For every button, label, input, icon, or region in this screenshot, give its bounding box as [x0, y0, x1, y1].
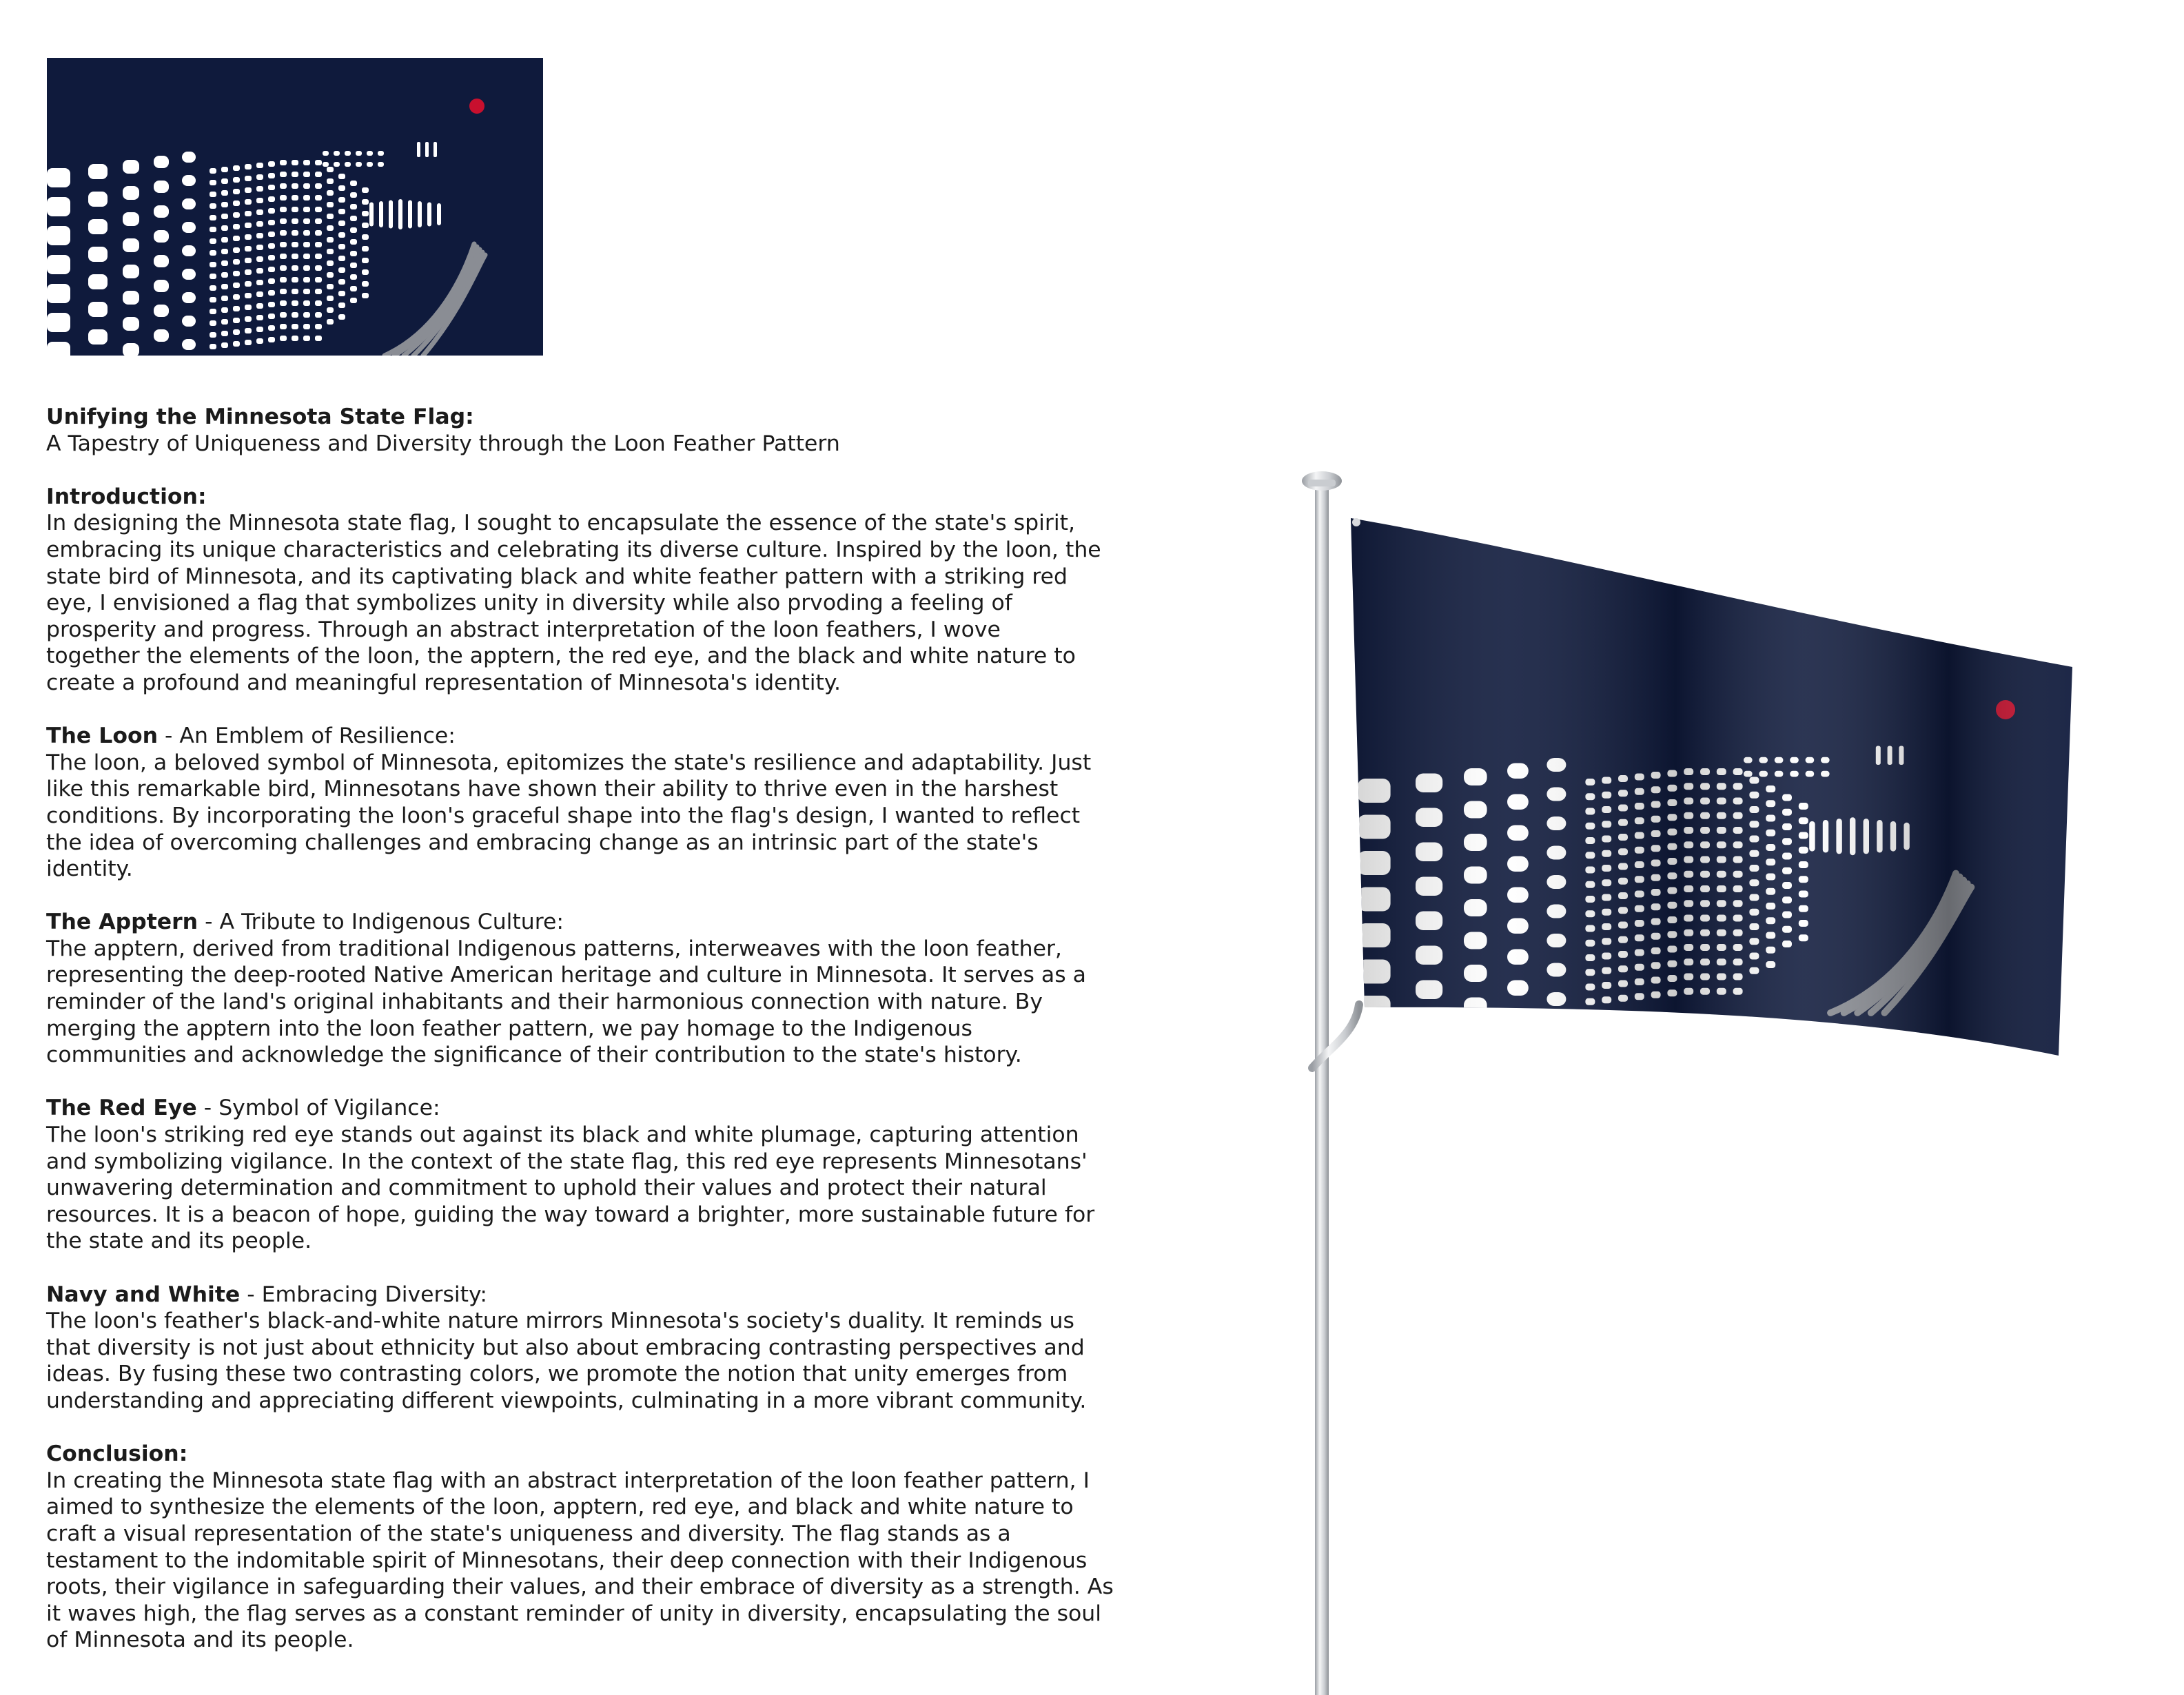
text-line: eye, I envisioned a flag that symbolizes unity in diversity while also prvoding a feeling of [46, 590, 1012, 616]
conclusion-heading: Conclusion: [46, 1441, 188, 1467]
text-line: aimed to synthesize the elements of the loon, apptern, red eye, and black and white nature to [46, 1494, 1074, 1520]
text-line: merging the apptern into the loon feather pattern, we pay homage to the Indigenous [46, 1016, 972, 1041]
apptern-paragraph [46, 936, 1121, 1069]
text-line: like this remarkable bird, Minnesotans have shown their ability to thrive even in the harshest [46, 777, 1059, 802]
document-subtitle: A Tapestry of Uniqueness and Diversity through the Loon Feather Pattern [46, 431, 840, 456]
text-line: unwavering determination and commitment to uphold their values and protect their natural [46, 1175, 1047, 1201]
flag-pole [1315, 481, 1329, 1695]
text-line: ideas. By fusing these two contrasting colors, we promote the notion that unity emerges from [46, 1362, 1068, 1387]
text-line: roots, their vigilance in safeguarding their values, and their embrace of diversity as a strength. As [46, 1574, 1114, 1600]
loon-heading: The Loon - An Emblem of Resilience: [46, 723, 456, 749]
text-line: conditions. By incorporating the loon's graceful shape into the flag's design, I wanted to reflect [46, 803, 1081, 828]
navy-white-paragraph [46, 1308, 1121, 1414]
text-line: The apptern, derived from traditional Indigenous patterns, interweaves with the loon feather, [46, 936, 1062, 961]
text-line: resources. It is a beacon of hope, guiding the way toward a brighter, more sustainable future for [46, 1202, 1095, 1227]
text-line: reminder of the land's original inhabitants and their harmonious connection with nature. By [46, 989, 1043, 1015]
document-title: Unifying the Minnesota State Flag: [46, 404, 474, 429]
text-line: understanding and appreciating different viewpoints, culminating in a more vibrant community. [46, 1388, 1087, 1413]
text-line: In designing the Minnesota state flag, I sought to encapsulate the essence of the state's spirit, [46, 511, 1075, 536]
loon-paragraph [46, 750, 1121, 883]
text-line: In creating the Minnesota state flag with an abstract interpretation of the loon feather pattern, I [46, 1468, 1090, 1493]
text-line: identity. [46, 856, 133, 882]
text-line: and symbolizing vigilance. In the context of the state flag, this red eye represents Minnesotans' [46, 1149, 1088, 1174]
text-line: The loon's feather's black-and-white nature mirrors Minnesota's society's duality. It reminds us [46, 1308, 1074, 1334]
flag-design-image [47, 58, 543, 356]
red-eye-heading: The Red Eye - Symbol of Vigilance: [46, 1096, 440, 1121]
text-line: craft a visual representation of the state's uniqueness and diversity. The flag stands as a [46, 1521, 1011, 1546]
text-line: that diversity is not just about ethnicity but also about embracing contrasting perspectives and [46, 1335, 1085, 1360]
text-line: prosperity and progress. Through an abstract interpretation of the loon feathers, I wove [46, 617, 1001, 642]
loon-red-eye [469, 99, 484, 114]
text-line: The loon's striking red eye stands out against its black and white plumage, capturing attention [46, 1122, 1079, 1148]
essay [46, 404, 1121, 1654]
intro-paragraph [46, 510, 1121, 696]
text-line: state bird of Minnesota, and its captivating black and white feather pattern with a striking red [46, 564, 1068, 589]
intro-heading: Introduction: [46, 484, 207, 509]
text-line: the state and its people. [46, 1229, 312, 1254]
red-eye-paragraph [46, 1122, 1121, 1255]
conclusion-paragraph [46, 1468, 1121, 1654]
text-line: create a profound and meaningful representation of Minnesota's identity. [46, 670, 841, 695]
text-line: it waves high, the flag serves as a constant reminder of unity in diversity, encapsulating the soul [46, 1601, 1102, 1626]
navy-white-heading: Navy and White - Embracing Diversity: [46, 1282, 487, 1307]
text-line: representing the deep-rooted Native American heritage and culture in Minnesota. It serves as a [46, 963, 1086, 988]
text-line: the idea of overcoming challenges and embracing change as an intrinsic part of the state's [46, 830, 1039, 855]
text-line: testament to the indomitable spirit of Minnesotans, their deep connection with their Indigenous [46, 1548, 1088, 1573]
text-line: of Minnesota and its people. [46, 1627, 354, 1653]
flag-on-pole-image [1282, 462, 2081, 1695]
apptern-heading: The Apptern - A Tribute to Indigenous Culture: [46, 910, 564, 935]
flag-grommet [1352, 518, 1360, 526]
text-line: communities and acknowledge the significance of their contribution to the state's history. [46, 1042, 1022, 1068]
text-line: The loon, a beloved symbol of Minnesota, epitomizes the state's resilience and adaptability. Just [46, 750, 1092, 775]
text-line: embracing its unique characteristics and celebrating its diverse culture. Inspired by the loon, the [46, 537, 1101, 562]
text-line: together the elements of the loon, the apptern, the red eye, and the black and white nature to [46, 644, 1076, 669]
